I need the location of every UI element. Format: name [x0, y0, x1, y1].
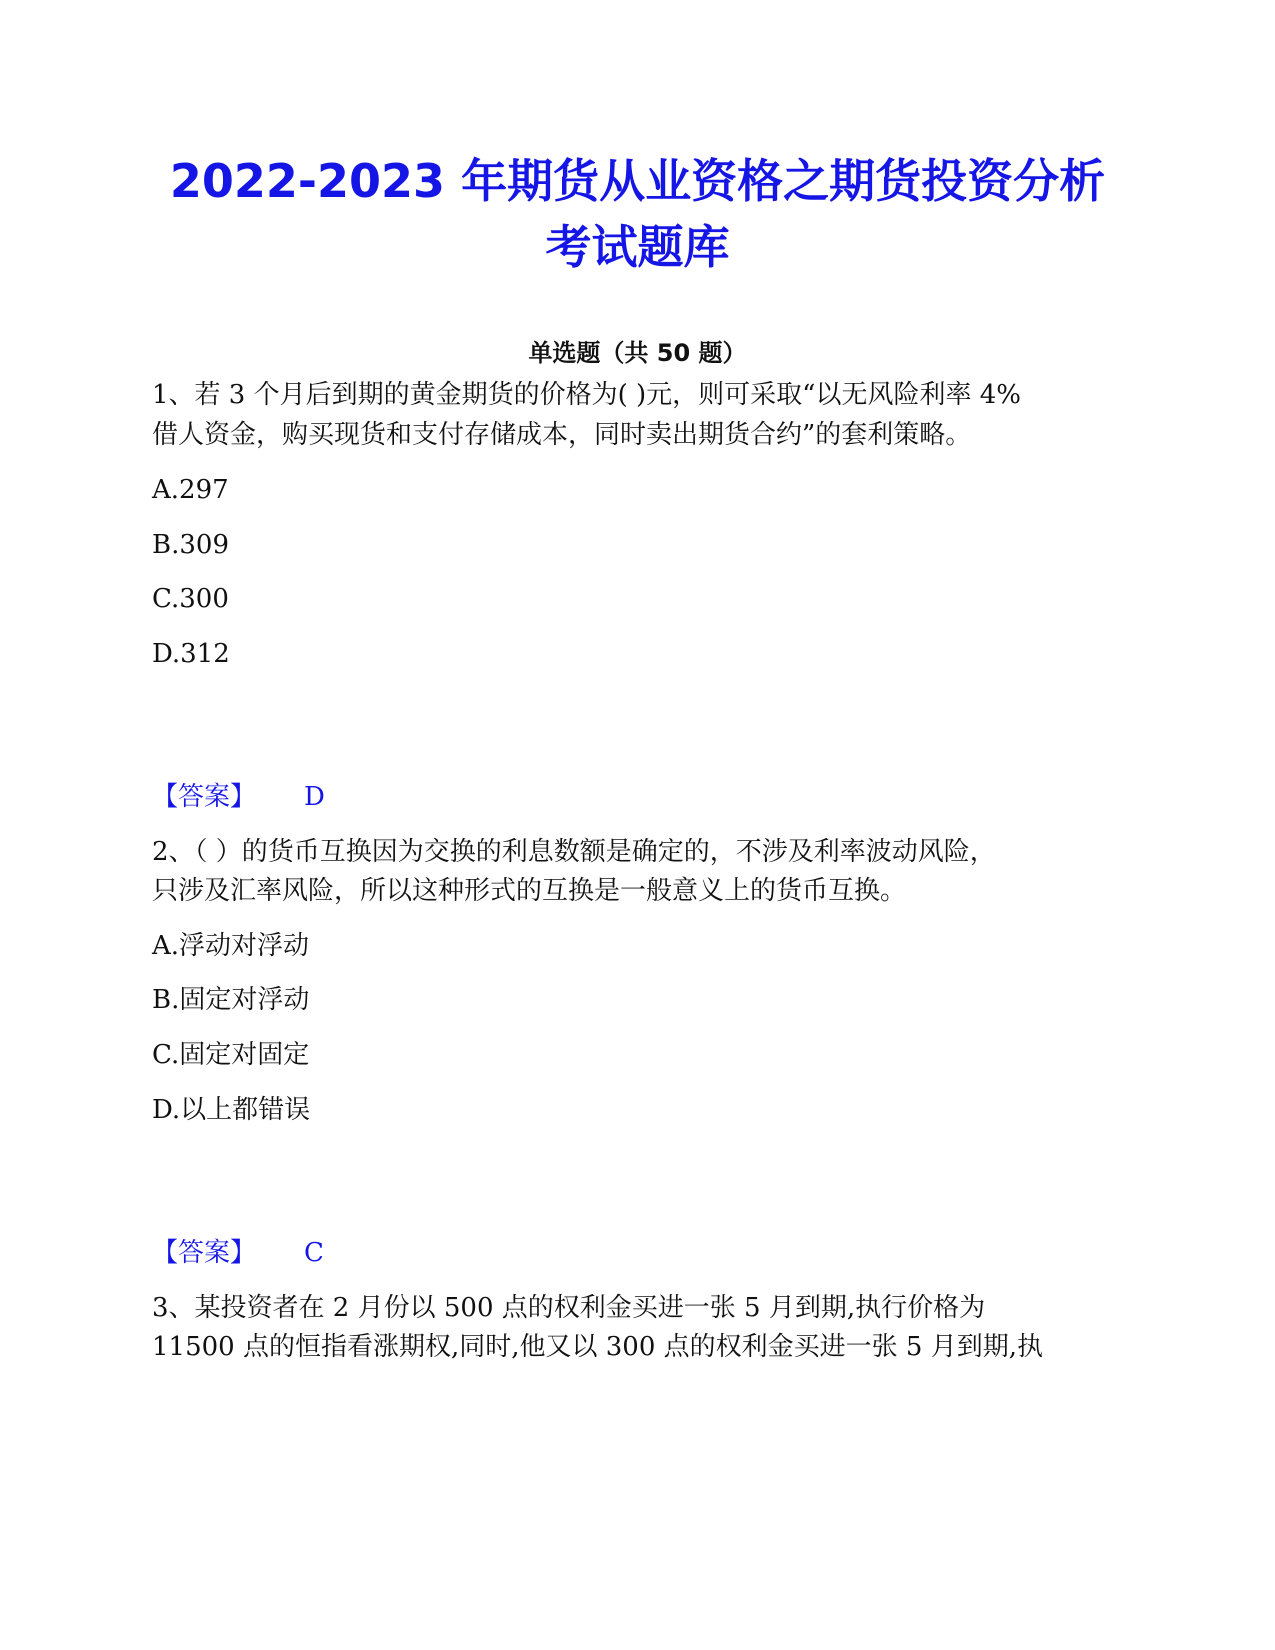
question-2-text-line-1: 2、（ ）的货币互换因为交换的利息数额是确定的，不涉及利率波动风险， [152, 837, 996, 867]
question-3-text-line-2: 11500 点的恒指看涨期权,同时,他又以 300 点的权利金买进一张 5 月到期,执 [152, 1332, 1043, 1362]
answer-label: 【答案】 [152, 782, 257, 812]
question-1-option-c: C.300 [152, 584, 229, 614]
answer-label: 【答案】 [152, 1238, 257, 1268]
section-heading: 单选题（共 50 题） [528, 339, 747, 367]
question-2-option-b: B.固定对浮动 [152, 985, 310, 1015]
question-2-answer [152, 1236, 324, 1270]
document-title-line-1: 2022-2023 年期货从业资格之期货投资分析 [169, 154, 1106, 208]
answer-value: D [304, 782, 325, 812]
question-1-option-a: A.297 [152, 475, 229, 505]
question-1-option-d: D.312 [152, 639, 230, 669]
question-1-text-line-2: 借人资金，购买现货和支付存储成本，同时卖出期货合约”的套利策略。 [152, 420, 972, 450]
question-1-text-line-1: 1、若 3 个月后到期的黄金期货的价格为( )元，则可采取“以无风险利率 4% [152, 380, 1021, 410]
question-2-option-a: A.浮动对浮动 [152, 931, 310, 961]
question-1-option-b: B.309 [152, 530, 229, 560]
question-2-option-d: D.以上都错误 [152, 1095, 311, 1125]
question-3-text-line-1: 3、某投资者在 2 月份以 500 点的权利金买进一张 5 月到期,执行价格为 [152, 1293, 986, 1323]
document-title-line-2: 考试题库 [545, 220, 730, 274]
question-2-text-line-2: 只涉及汇率风险，所以这种形式的互换是一般意义上的货币互换。 [152, 876, 907, 906]
question-2-option-c: C.固定对固定 [152, 1040, 310, 1070]
answer-value: C [304, 1238, 324, 1268]
question-1-answer [152, 780, 325, 814]
